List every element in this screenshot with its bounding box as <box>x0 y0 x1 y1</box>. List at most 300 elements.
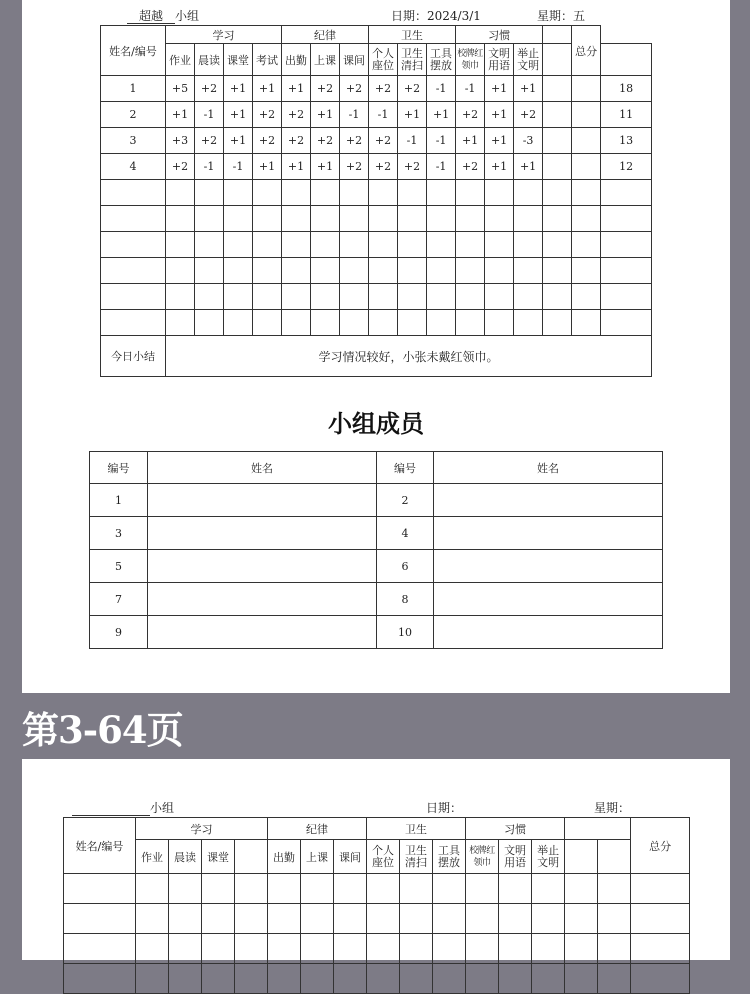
empty-cell <box>543 232 572 258</box>
empty-cell <box>253 180 282 206</box>
empty-cell <box>532 964 565 994</box>
empty-cell <box>565 964 598 994</box>
members-title: 小组成员 <box>328 410 424 438</box>
col-morning-reading: 晨读 <box>195 44 224 76</box>
empty-cell <box>195 284 224 310</box>
empty-cell <box>253 232 282 258</box>
empty-cell <box>268 934 301 964</box>
student-id: 1 <box>101 76 166 102</box>
summary-text: 学习情况较好，小张未戴红领巾。 <box>166 336 652 377</box>
empty-cell <box>268 904 301 934</box>
date-field <box>391 9 481 23</box>
member-name <box>434 616 663 649</box>
empty-cell <box>369 284 398 310</box>
empty-row <box>101 284 652 310</box>
score-table-blank <box>63 817 690 994</box>
empty-cell <box>427 180 456 206</box>
score-cell: +1 <box>282 76 311 102</box>
member-row <box>90 616 663 649</box>
empty-row <box>101 180 652 206</box>
empty-row <box>64 904 690 934</box>
score-row <box>101 102 652 128</box>
empty-cell <box>340 310 369 336</box>
empty-cell <box>572 310 601 336</box>
date-label: 日期： <box>426 801 463 815</box>
empty-cell <box>195 232 224 258</box>
empty-cell <box>195 310 224 336</box>
empty-cell <box>400 904 433 934</box>
score-cell: -1 <box>224 154 253 180</box>
empty-cell <box>369 310 398 336</box>
empty-cell <box>369 232 398 258</box>
score-cell: +1 <box>514 154 543 180</box>
empty-cell <box>282 258 311 284</box>
col-civil-behavior: 举止文明 <box>514 44 543 76</box>
empty-cell <box>572 154 601 180</box>
col-civil-words: 文明用语 <box>499 840 532 874</box>
score-cell: -1 <box>369 102 398 128</box>
empty-cell <box>282 310 311 336</box>
empty-row <box>101 206 652 232</box>
empty-cell <box>64 904 136 934</box>
score-cell: -3 <box>514 128 543 154</box>
empty-cell <box>369 206 398 232</box>
empty-cell <box>631 874 690 904</box>
empty-cell <box>499 904 532 934</box>
empty-cell <box>282 206 311 232</box>
empty-row <box>64 934 690 964</box>
score-cell: +1 <box>485 128 514 154</box>
col-classroom: 课堂 <box>202 840 235 874</box>
empty-cell <box>499 874 532 904</box>
score-cell: +1 <box>311 102 340 128</box>
empty-cell <box>311 206 340 232</box>
member-id: 8 <box>377 583 434 616</box>
empty-cell <box>101 310 166 336</box>
empty-cell <box>398 180 427 206</box>
group-header <box>127 9 199 24</box>
empty-cell <box>514 206 543 232</box>
empty-cell <box>301 904 334 934</box>
empty-cell <box>601 310 652 336</box>
total-header: 总分 <box>572 26 601 76</box>
empty-cell <box>485 232 514 258</box>
score-cell: +1 <box>427 102 456 128</box>
weekday-value: 五 <box>573 9 586 23</box>
empty-cell <box>253 284 282 310</box>
member-row <box>90 517 663 550</box>
empty-cell <box>601 284 652 310</box>
extra-column-cell <box>565 840 598 874</box>
empty-cell <box>572 232 601 258</box>
empty-cell <box>572 180 601 206</box>
score-cell: +1 <box>282 154 311 180</box>
col-in-class: 上课 <box>301 840 334 874</box>
empty-cell <box>398 310 427 336</box>
empty-row <box>101 258 652 284</box>
empty-cell <box>601 206 652 232</box>
empty-cell <box>598 934 631 964</box>
empty-cell <box>334 964 367 994</box>
empty-cell <box>543 284 572 310</box>
score-cell: -1 <box>456 76 485 102</box>
empty-cell <box>268 964 301 994</box>
score-cell: +2 <box>340 154 369 180</box>
empty-cell <box>282 284 311 310</box>
members-id-header: 编号 <box>377 452 434 484</box>
members-name-header: 姓名 <box>148 452 377 484</box>
score-cell: +1 <box>224 128 253 154</box>
empty-cell <box>340 206 369 232</box>
empty-cell <box>367 904 400 934</box>
score-cell: -1 <box>427 154 456 180</box>
score-cell: +2 <box>456 154 485 180</box>
score-cell: +2 <box>311 128 340 154</box>
empty-cell <box>532 904 565 934</box>
empty-cell <box>456 180 485 206</box>
score-cell: +1 <box>253 154 282 180</box>
empty-cell <box>433 874 466 904</box>
member-name <box>148 484 377 517</box>
total-score: 18 <box>601 76 652 102</box>
score-cell: +2 <box>514 102 543 128</box>
empty-cell <box>514 232 543 258</box>
empty-cell <box>572 128 601 154</box>
score-table <box>100 25 652 377</box>
worksheet-page-2 <box>22 759 730 960</box>
col-homework: 作业 <box>136 840 169 874</box>
empty-cell <box>456 284 485 310</box>
empty-cell <box>169 874 202 904</box>
empty-cell <box>631 964 690 994</box>
empty-cell <box>400 964 433 994</box>
group-name-blank <box>72 801 150 816</box>
col-classroom: 课堂 <box>224 44 253 76</box>
member-id: 1 <box>90 484 148 517</box>
empty-cell <box>485 206 514 232</box>
member-name <box>434 484 663 517</box>
date-field <box>426 801 462 815</box>
score-cell: +2 <box>253 128 282 154</box>
empty-cell <box>456 310 485 336</box>
empty-cell <box>601 258 652 284</box>
score-cell: -1 <box>340 102 369 128</box>
category-hygiene: 卫生 <box>369 26 456 44</box>
empty-cell <box>485 310 514 336</box>
score-cell: +1 <box>485 76 514 102</box>
total-header: 总分 <box>631 818 690 874</box>
student-id: 3 <box>101 128 166 154</box>
empty-cell <box>101 284 166 310</box>
weekday-label: 星期： <box>537 9 574 23</box>
empty-row <box>64 964 690 994</box>
empty-cell <box>499 934 532 964</box>
empty-cell <box>334 874 367 904</box>
score-cell: +1 <box>485 102 514 128</box>
empty-cell <box>572 258 601 284</box>
empty-cell <box>466 934 499 964</box>
empty-cell <box>572 284 601 310</box>
col-morning-reading: 晨读 <box>169 840 202 874</box>
empty-cell <box>235 904 268 934</box>
empty-cell <box>253 258 282 284</box>
empty-cell <box>543 102 572 128</box>
empty-cell <box>565 874 598 904</box>
empty-cell <box>235 964 268 994</box>
empty-cell <box>456 232 485 258</box>
weekday-field <box>537 9 585 23</box>
score-cell: +2 <box>398 76 427 102</box>
score-cell: -1 <box>195 102 224 128</box>
empty-cell <box>253 310 282 336</box>
member-name <box>148 550 377 583</box>
extra-column-cell <box>543 44 572 76</box>
col-cleaning: 卫生清扫 <box>400 840 433 874</box>
score-cell: +2 <box>369 128 398 154</box>
student-id: 4 <box>101 154 166 180</box>
empty-cell <box>369 180 398 206</box>
member-id: 2 <box>377 484 434 517</box>
score-cell: +2 <box>340 128 369 154</box>
total-score: 12 <box>601 154 652 180</box>
col-badge: 校牌红领巾 <box>456 44 485 76</box>
member-id: 5 <box>90 550 148 583</box>
empty-cell <box>195 180 224 206</box>
empty-cell <box>311 258 340 284</box>
empty-cell <box>101 180 166 206</box>
name-id-header: 姓名/编号 <box>64 818 136 874</box>
extra-column-header <box>543 26 572 44</box>
col-attendance: 出勤 <box>282 44 311 76</box>
empty-cell <box>572 102 601 128</box>
empty-cell <box>202 904 235 934</box>
empty-cell <box>235 874 268 904</box>
empty-cell <box>340 232 369 258</box>
empty-cell <box>398 284 427 310</box>
empty-cell <box>466 904 499 934</box>
empty-cell <box>466 964 499 994</box>
empty-cell <box>572 206 601 232</box>
student-id: 2 <box>101 102 166 128</box>
empty-cell <box>64 964 136 994</box>
empty-cell <box>367 934 400 964</box>
empty-cell <box>224 258 253 284</box>
member-row <box>90 550 663 583</box>
empty-cell <box>485 258 514 284</box>
score-cell: -1 <box>195 154 224 180</box>
score-cell: +2 <box>195 128 224 154</box>
empty-cell <box>166 284 195 310</box>
member-row <box>90 583 663 616</box>
empty-cell <box>136 904 169 934</box>
weekday-field <box>594 801 630 815</box>
empty-cell <box>601 232 652 258</box>
empty-cell <box>532 934 565 964</box>
score-cell: +1 <box>456 128 485 154</box>
empty-cell <box>224 310 253 336</box>
empty-cell <box>631 904 690 934</box>
empty-cell <box>565 934 598 964</box>
total-score: 13 <box>601 128 652 154</box>
member-name <box>148 517 377 550</box>
score-cell: +2 <box>282 102 311 128</box>
empty-cell <box>427 206 456 232</box>
empty-cell <box>101 258 166 284</box>
empty-cell <box>400 934 433 964</box>
empty-cell <box>224 206 253 232</box>
empty-cell <box>202 964 235 994</box>
col-cleaning: 卫生清扫 <box>398 44 427 76</box>
score-cell: +2 <box>166 154 195 180</box>
empty-cell <box>340 180 369 206</box>
score-cell: -1 <box>427 76 456 102</box>
empty-cell <box>224 180 253 206</box>
score-cell: +1 <box>398 102 427 128</box>
col-exam: 考试 <box>253 44 282 76</box>
member-name <box>434 517 663 550</box>
score-cell: +1 <box>224 102 253 128</box>
empty-cell <box>166 258 195 284</box>
score-cell: +3 <box>166 128 195 154</box>
empty-cell <box>340 284 369 310</box>
empty-cell <box>369 258 398 284</box>
col-in-class: 上课 <box>311 44 340 76</box>
members-table <box>89 451 663 649</box>
empty-cell <box>433 904 466 934</box>
empty-cell <box>433 934 466 964</box>
score-cell: +1 <box>224 76 253 102</box>
date-value: 2024/3/1 <box>427 9 481 23</box>
empty-cell <box>268 874 301 904</box>
empty-cell <box>456 206 485 232</box>
empty-cell <box>543 154 572 180</box>
empty-cell <box>514 258 543 284</box>
empty-cell <box>543 76 572 102</box>
empty-cell <box>543 258 572 284</box>
empty-cell <box>101 206 166 232</box>
empty-cell <box>136 874 169 904</box>
summary-label: 今日小结 <box>101 336 166 377</box>
col-tools: 工具摆放 <box>433 840 466 874</box>
empty-cell <box>485 180 514 206</box>
empty-cell <box>166 180 195 206</box>
empty-cell <box>598 904 631 934</box>
category-study: 学习 <box>136 818 268 840</box>
col-badge: 校牌红领巾 <box>466 840 499 874</box>
empty-cell <box>235 934 268 964</box>
empty-cell <box>195 206 224 232</box>
empty-cell <box>311 232 340 258</box>
empty-cell <box>311 310 340 336</box>
empty-cell <box>334 904 367 934</box>
empty-cell <box>224 284 253 310</box>
empty-cell <box>301 934 334 964</box>
score-cell: -1 <box>398 128 427 154</box>
members-name-header: 姓名 <box>434 452 663 484</box>
member-row <box>90 484 663 517</box>
member-id: 6 <box>377 550 434 583</box>
empty-cell <box>485 284 514 310</box>
score-row <box>101 154 652 180</box>
member-name <box>148 616 377 649</box>
col-recess: 课间 <box>340 44 369 76</box>
extra-column-cell <box>601 44 652 76</box>
empty-cell <box>169 934 202 964</box>
score-row <box>101 128 652 154</box>
score-cell: +2 <box>456 102 485 128</box>
empty-cell <box>311 180 340 206</box>
score-cell: +1 <box>485 154 514 180</box>
member-id: 4 <box>377 517 434 550</box>
score-cell: +2 <box>340 76 369 102</box>
empty-cell <box>340 258 369 284</box>
col-seat: 个人座位 <box>369 44 398 76</box>
score-cell: +2 <box>369 154 398 180</box>
category-habits: 习惯 <box>466 818 565 840</box>
empty-cell <box>224 232 253 258</box>
worksheet-page-1 <box>22 0 730 693</box>
empty-cell <box>400 874 433 904</box>
score-cell: +2 <box>282 128 311 154</box>
score-cell: -1 <box>427 128 456 154</box>
empty-cell <box>64 874 136 904</box>
empty-cell <box>631 934 690 964</box>
empty-cell <box>282 180 311 206</box>
score-row <box>101 76 652 102</box>
empty-cell <box>367 964 400 994</box>
empty-cell <box>301 874 334 904</box>
col-civil-behavior: 举止文明 <box>532 840 565 874</box>
empty-cell <box>427 258 456 284</box>
empty-cell <box>543 206 572 232</box>
col-homework: 作业 <box>166 44 195 76</box>
empty-cell <box>398 206 427 232</box>
empty-cell <box>166 232 195 258</box>
empty-cell <box>301 964 334 994</box>
group-label: 小组 <box>150 801 175 815</box>
empty-cell <box>601 180 652 206</box>
weekday-label: 星期： <box>594 801 631 815</box>
empty-cell <box>367 874 400 904</box>
empty-row <box>64 874 690 904</box>
empty-cell <box>514 310 543 336</box>
empty-cell <box>427 310 456 336</box>
group-name-value: 超越 <box>127 9 175 24</box>
col-attendance: 出勤 <box>268 840 301 874</box>
empty-cell <box>282 232 311 258</box>
group-label: 小组 <box>175 9 200 23</box>
empty-cell <box>334 934 367 964</box>
empty-cell <box>195 258 224 284</box>
col-blank <box>235 840 268 874</box>
score-cell: +2 <box>195 76 224 102</box>
empty-cell <box>166 206 195 232</box>
score-cell: +1 <box>253 76 282 102</box>
empty-cell <box>427 284 456 310</box>
page-number-label: 第3-64页 <box>22 708 183 752</box>
score-cell: +1 <box>311 154 340 180</box>
empty-cell <box>202 934 235 964</box>
score-cell: +2 <box>253 102 282 128</box>
empty-cell <box>136 964 169 994</box>
empty-cell <box>565 904 598 934</box>
empty-cell <box>311 284 340 310</box>
empty-cell <box>169 904 202 934</box>
empty-cell <box>514 180 543 206</box>
member-name <box>148 583 377 616</box>
empty-cell <box>427 232 456 258</box>
member-id: 3 <box>90 517 148 550</box>
